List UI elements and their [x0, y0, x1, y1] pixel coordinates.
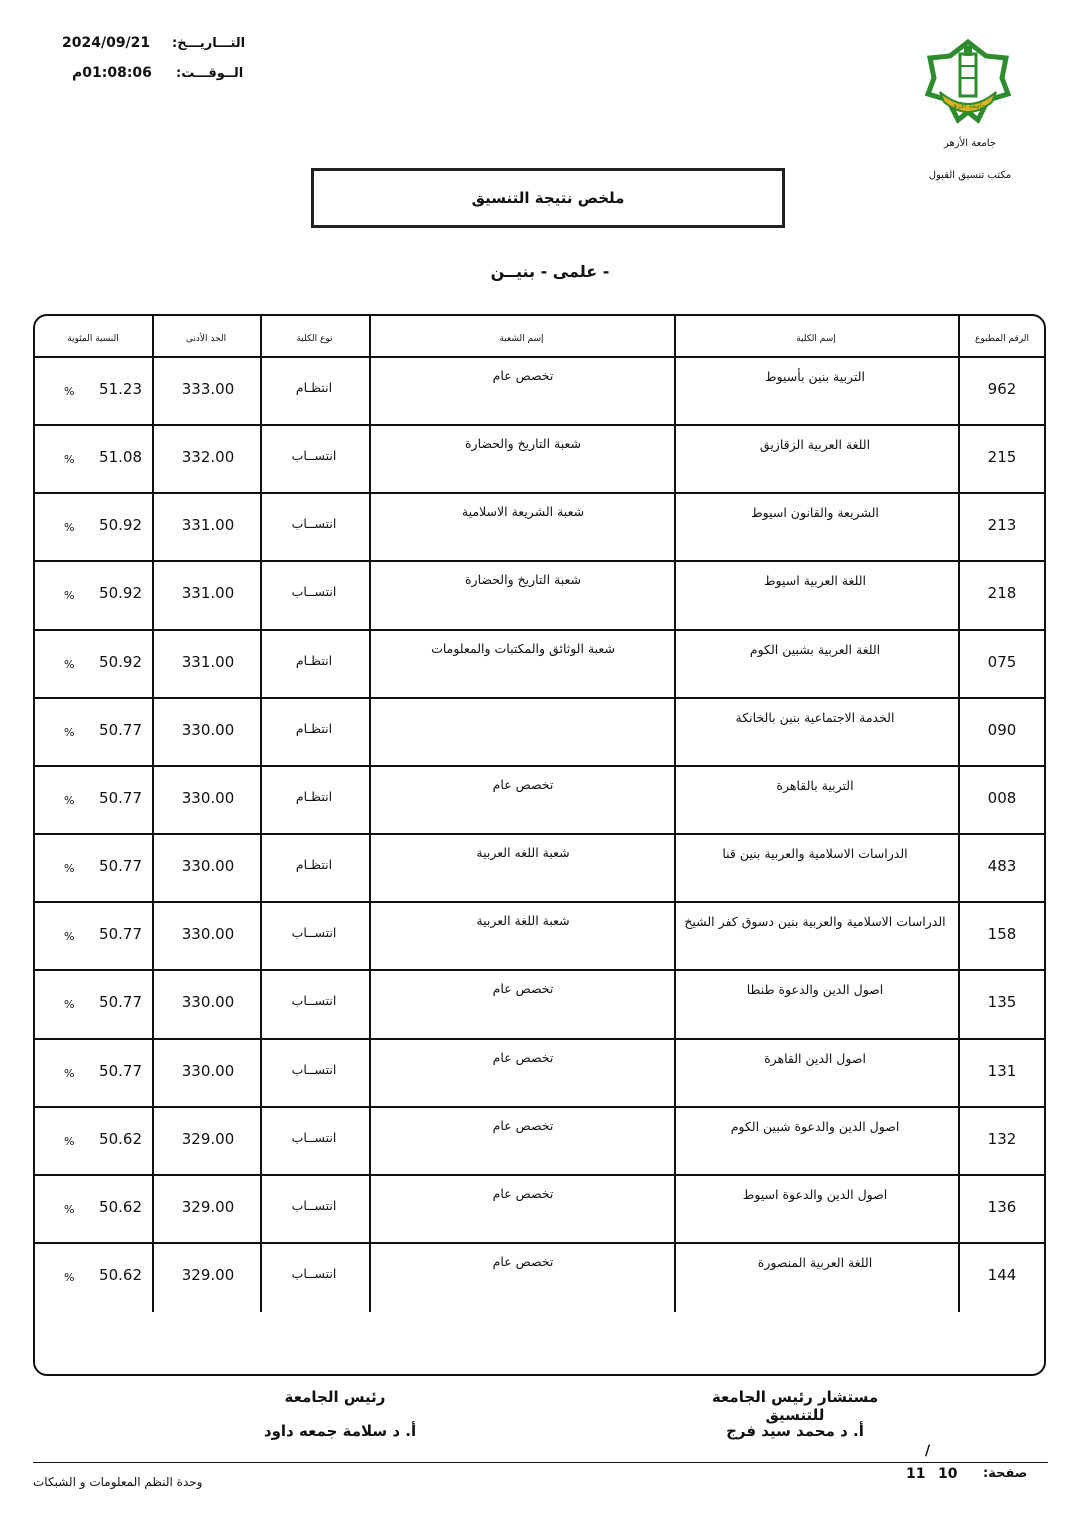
- col-header-min: الحد الأدنى: [185, 334, 227, 344]
- col-divider: [674, 314, 676, 1312]
- col-divider: [369, 314, 371, 1312]
- col-header-branch: إسم الشعبة: [499, 334, 544, 344]
- president-name: أ. د سلامة جمعه داود: [263, 1422, 417, 1440]
- col-header-type: نوع الكلية: [296, 334, 333, 344]
- cell-percent: 50.92: [99, 652, 142, 671]
- cell-college: التربية بالقاهرة: [776, 777, 854, 793]
- cell-percent-sign: %: [64, 385, 75, 398]
- cell-code: 483: [987, 857, 1017, 876]
- cell-college: الدراسات الاسلامية والعربية بنين قنا: [722, 846, 908, 862]
- col-divider: [152, 314, 154, 1312]
- cell-branch: شعبة التاريخ والحضارة: [465, 572, 581, 588]
- university-logo: [922, 36, 1014, 128]
- cell-type: انتظـام: [295, 788, 333, 804]
- cell-min: 331.00: [181, 652, 235, 671]
- cell-code: 132: [987, 1129, 1017, 1148]
- cell-college: اللغة العربية بشبين الكوم: [749, 641, 881, 657]
- cell-code: 008: [987, 788, 1017, 807]
- col-header-code: الرقم المطبوع: [975, 334, 1029, 344]
- row-divider: [34, 1242, 1045, 1244]
- cell-code: 136: [987, 1197, 1017, 1216]
- cell-percent-sign: %: [64, 657, 75, 671]
- cell-percent: 50.92: [99, 584, 142, 603]
- cell-percent-sign: %: [64, 1134, 75, 1148]
- page-label: صفحة:: [983, 1466, 1028, 1481]
- row-divider: [34, 901, 1045, 903]
- footer-unit: وحدة النظم المعلومات و الشبكات: [33, 1475, 203, 1489]
- cell-college: اللغة العربية المنصورة: [757, 1254, 873, 1270]
- cell-percent-sign: %: [64, 1270, 75, 1284]
- cell-type: انتســاب: [291, 993, 337, 1009]
- cell-college: اللغة العربية الزقازيق: [759, 437, 871, 453]
- cell-branch: تخصص عام: [492, 1117, 554, 1133]
- logo-text: جامعة الأزهر: [949, 102, 987, 110]
- advisor-name: أ. د محمد سيد فرج: [726, 1422, 864, 1440]
- cell-branch: تخصص عام: [492, 776, 554, 792]
- cell-type: انتظـام: [295, 380, 333, 395]
- cell-branch: تخصص عام: [492, 1049, 554, 1065]
- university-name: جامعة الأزهر: [943, 138, 997, 149]
- date-label: التـــاريـــخ:: [172, 36, 246, 51]
- cell-percent-sign: %: [64, 521, 75, 535]
- cell-percent-sign: %: [64, 793, 75, 807]
- col-divider: [260, 314, 262, 1312]
- footer-divider: [33, 1462, 1048, 1463]
- cell-code: 213: [987, 516, 1017, 535]
- cell-branch: شعبة اللغه العربية: [476, 845, 570, 861]
- cell-percent: 50.77: [99, 993, 142, 1012]
- cell-percent-sign: %: [64, 1202, 75, 1216]
- col-header-pct: النسبة المئوية: [67, 334, 119, 344]
- cell-percent: 50.77: [99, 925, 142, 944]
- cell-percent-sign: %: [64, 1066, 75, 1080]
- date-value: 2024/09/21: [62, 35, 151, 51]
- cell-min: 330.00: [181, 857, 235, 876]
- cell-percent-sign: %: [64, 453, 75, 467]
- cell-college: الخدمة الاجتماعية بنين بالخانكة: [735, 709, 895, 725]
- header-divider: [34, 356, 1045, 358]
- cell-code: 218: [987, 584, 1017, 603]
- report-title: ملخص نتيجة التنسيق: [311, 168, 785, 228]
- cell-min: 332.00: [181, 448, 235, 467]
- advisor-title: مستشار رئيس الجامعة للتنسيق: [711, 1388, 879, 1424]
- col-header-college: إسم الكلية: [796, 334, 836, 344]
- cell-percent: 51.23: [99, 380, 142, 398]
- cell-branch: تخصص عام: [492, 981, 554, 997]
- time-label: الــوقـــت:: [176, 66, 244, 81]
- row-divider: [34, 424, 1045, 426]
- cell-type: انتظـام: [295, 652, 333, 668]
- cell-percent: 51.08: [99, 448, 142, 467]
- cell-min: 329.00: [181, 1265, 235, 1284]
- cell-min: 330.00: [181, 925, 235, 944]
- page-current: 10: [938, 1466, 958, 1482]
- cell-min: 329.00: [181, 1197, 235, 1216]
- cell-branch: تخصص عام: [492, 1185, 554, 1201]
- cell-min: 330.00: [181, 788, 235, 807]
- cell-min: 331.00: [181, 584, 235, 603]
- row-divider: [34, 765, 1045, 767]
- cell-min: 330.00: [181, 993, 235, 1012]
- cell-branch: شعبة الشريعة الاسلامية: [461, 504, 585, 520]
- office-name: مكتب تنسيق القبول: [928, 170, 1012, 181]
- cell-branch: شعبة الوثائق والمكتبات والمعلومات: [431, 640, 615, 656]
- cell-percent: 50.62: [99, 1265, 142, 1284]
- cell-branch: تخصص عام: [492, 1253, 554, 1269]
- cell-college: الشريعة والقانون اسيوط: [751, 505, 879, 521]
- cell-percent: 50.77: [99, 1061, 142, 1080]
- row-divider: [34, 1174, 1045, 1176]
- cell-code: 962: [987, 380, 1017, 398]
- cell-code: 075: [987, 652, 1017, 671]
- row-divider: [34, 1106, 1045, 1108]
- cell-type: انتســاب: [291, 1061, 337, 1077]
- cell-branch: شعبة التاريخ والحضارة: [465, 436, 581, 452]
- cell-percent: 50.77: [99, 788, 142, 807]
- cell-percent: 50.77: [99, 720, 142, 739]
- cell-college: اصول الدين والدعوة طنطا: [746, 982, 884, 998]
- cell-college: اصول الدين والدعوة شبين الكوم: [730, 1118, 900, 1134]
- cell-percent-sign: %: [64, 998, 75, 1012]
- cell-type: انتســاب: [291, 516, 337, 532]
- report-subtitle: - علمى - بنيــن: [490, 262, 610, 281]
- cell-percent: 50.62: [99, 1197, 142, 1216]
- cell-type: انتســاب: [291, 1129, 337, 1145]
- row-divider: [34, 492, 1045, 494]
- cell-branch: تخصص عام: [492, 368, 554, 383]
- row-divider: [34, 833, 1045, 835]
- cell-code: 131: [987, 1061, 1017, 1080]
- cell-branch: شعبة اللغة العربية: [476, 913, 570, 929]
- cell-percent-sign: %: [64, 589, 75, 603]
- cell-min: 330.00: [181, 720, 235, 739]
- cell-percent: 50.62: [99, 1129, 142, 1148]
- cell-college: التربية بنين بأسيوط: [765, 369, 865, 384]
- page-total: 11: [906, 1466, 926, 1482]
- cell-type: انتســاب: [291, 448, 337, 464]
- cell-percent-sign: %: [64, 930, 75, 944]
- cell-min: 333.00: [181, 380, 235, 398]
- cell-code: 144: [987, 1265, 1017, 1284]
- cell-min: 331.00: [181, 516, 235, 535]
- cell-percent: 50.92: [99, 516, 142, 535]
- cell-type: انتســاب: [291, 1265, 337, 1281]
- cell-code: 090: [987, 720, 1017, 739]
- page-separator: /: [925, 1443, 931, 1459]
- cell-percent-sign: %: [64, 862, 75, 876]
- cell-type: انتســاب: [291, 925, 337, 941]
- time-value: 01:08:06م: [72, 65, 152, 81]
- cell-percent: 50.77: [99, 857, 142, 876]
- cell-code: 158: [987, 925, 1017, 944]
- cell-college: الدراسات الاسلامية والعربية بنين دسوق كفر الشيخ: [684, 914, 946, 930]
- cell-type: انتظـام: [295, 857, 333, 873]
- cell-code: 135: [987, 993, 1017, 1012]
- cell-min: 330.00: [181, 1061, 235, 1080]
- president-title: رئيس الجامعة: [284, 1388, 386, 1406]
- row-divider: [34, 969, 1045, 971]
- cell-min: 329.00: [181, 1129, 235, 1148]
- col-divider: [958, 314, 960, 1312]
- row-divider: [34, 560, 1045, 562]
- cell-college: اللغة العربية اسيوط: [764, 573, 866, 589]
- cell-type: انتظـام: [295, 720, 333, 736]
- cell-type: انتســاب: [291, 1197, 337, 1213]
- row-divider: [34, 1038, 1045, 1040]
- cell-college: اصول الدين القاهرة: [764, 1050, 866, 1066]
- row-divider: [34, 697, 1045, 699]
- cell-percent-sign: %: [64, 725, 75, 739]
- cell-type: انتســاب: [291, 584, 337, 600]
- cell-college: اصول الدين والدعوة اسيوط: [742, 1186, 888, 1202]
- row-divider: [34, 629, 1045, 631]
- cell-code: 215: [987, 448, 1017, 467]
